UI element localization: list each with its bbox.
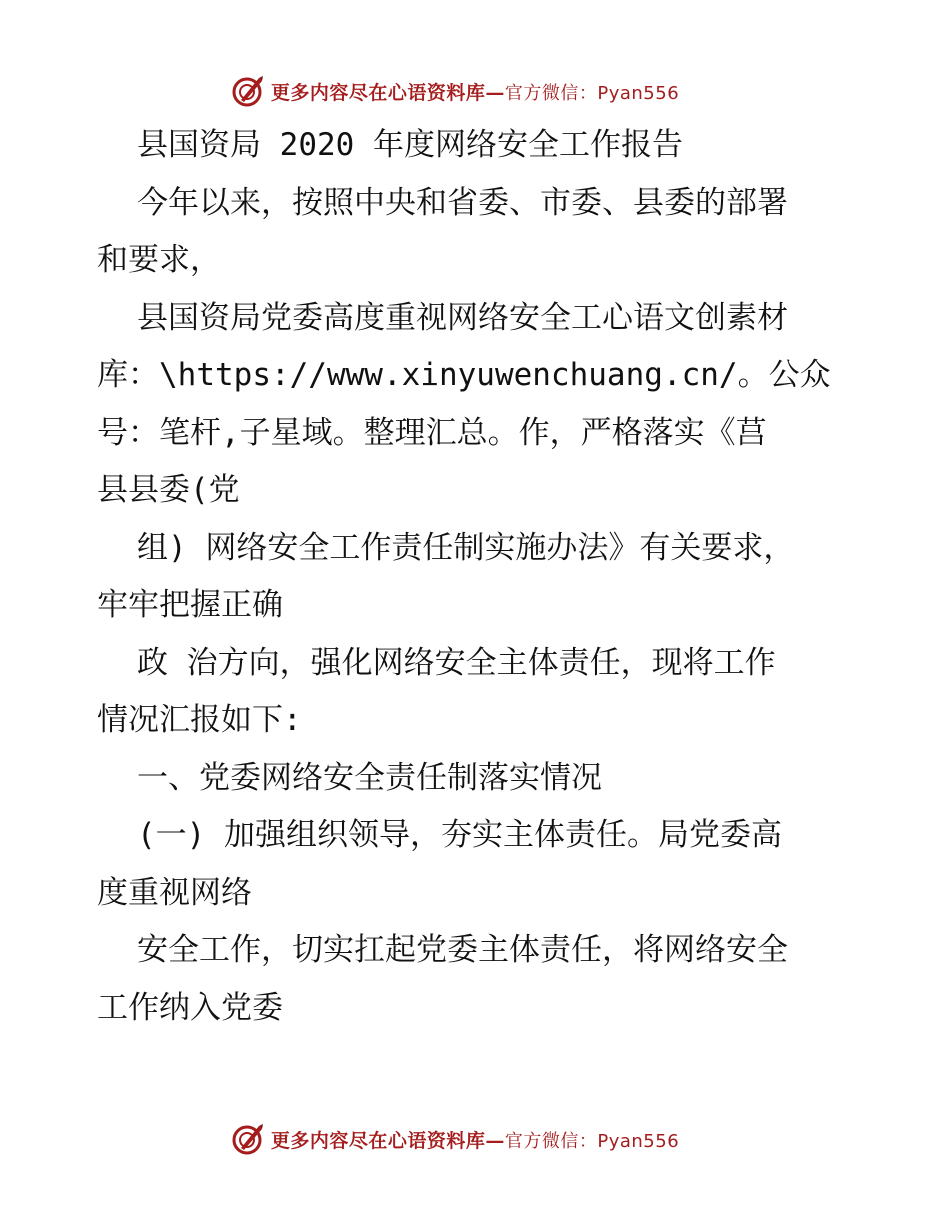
- document-line: 组) 网络安全工作责任制实施办法》有关要求，: [137, 529, 795, 566]
- document-line: 县县委(党: [97, 472, 240, 508]
- document-line: (一) 加强组织领导，夯实主体责任。局党委高: [137, 817, 782, 853]
- document-line: 一、党委网络安全责任制落实情况: [137, 759, 602, 796]
- document-line: 政 治方向，强化网络安全主体责任，现将工作: [137, 644, 776, 681]
- document-line: 今年以来，按照中央和省委、市委、县委的部署: [137, 184, 788, 221]
- document-line: 号：笔杆,子星域。整理汇总。作，严格落实《莒: [97, 414, 767, 451]
- quill-logo-icon: [231, 74, 265, 108]
- document-line: 和要求，: [97, 242, 221, 278]
- document-line: 工作纳入党委: [97, 989, 283, 1026]
- watermark-text: 更多内容尽在心语资料库—: [270, 1129, 505, 1152]
- quill-logo-icon: [231, 1122, 265, 1156]
- watermark-contact: 官方微信：Pyan556: [504, 1130, 680, 1152]
- document-line: 县国资局 2020 年度网络安全工作报告: [137, 127, 683, 163]
- document-line: 安全工作，切实扛起党委主体责任，将网络安全: [137, 932, 788, 968]
- document-line: 库：\https://www.xinyuwenchuang.cn/。公众: [97, 357, 831, 393]
- watermark-banner-top: [0, 71, 950, 111]
- document-line: 牢牢把握正确: [97, 587, 283, 623]
- document-body: [97, 117, 857, 1037]
- watermark-text: 更多内容尽在心语资料库—: [270, 81, 505, 104]
- watermark-banner-bottom: [0, 1119, 950, 1159]
- watermark-contact: 官方微信：Pyan556: [504, 82, 680, 104]
- document-line: 情况汇报如下:: [97, 702, 302, 738]
- document-line: 度重视网络: [97, 874, 252, 911]
- document-line: 县国资局党委高度重视网络安全工心语文创素材: [137, 299, 788, 336]
